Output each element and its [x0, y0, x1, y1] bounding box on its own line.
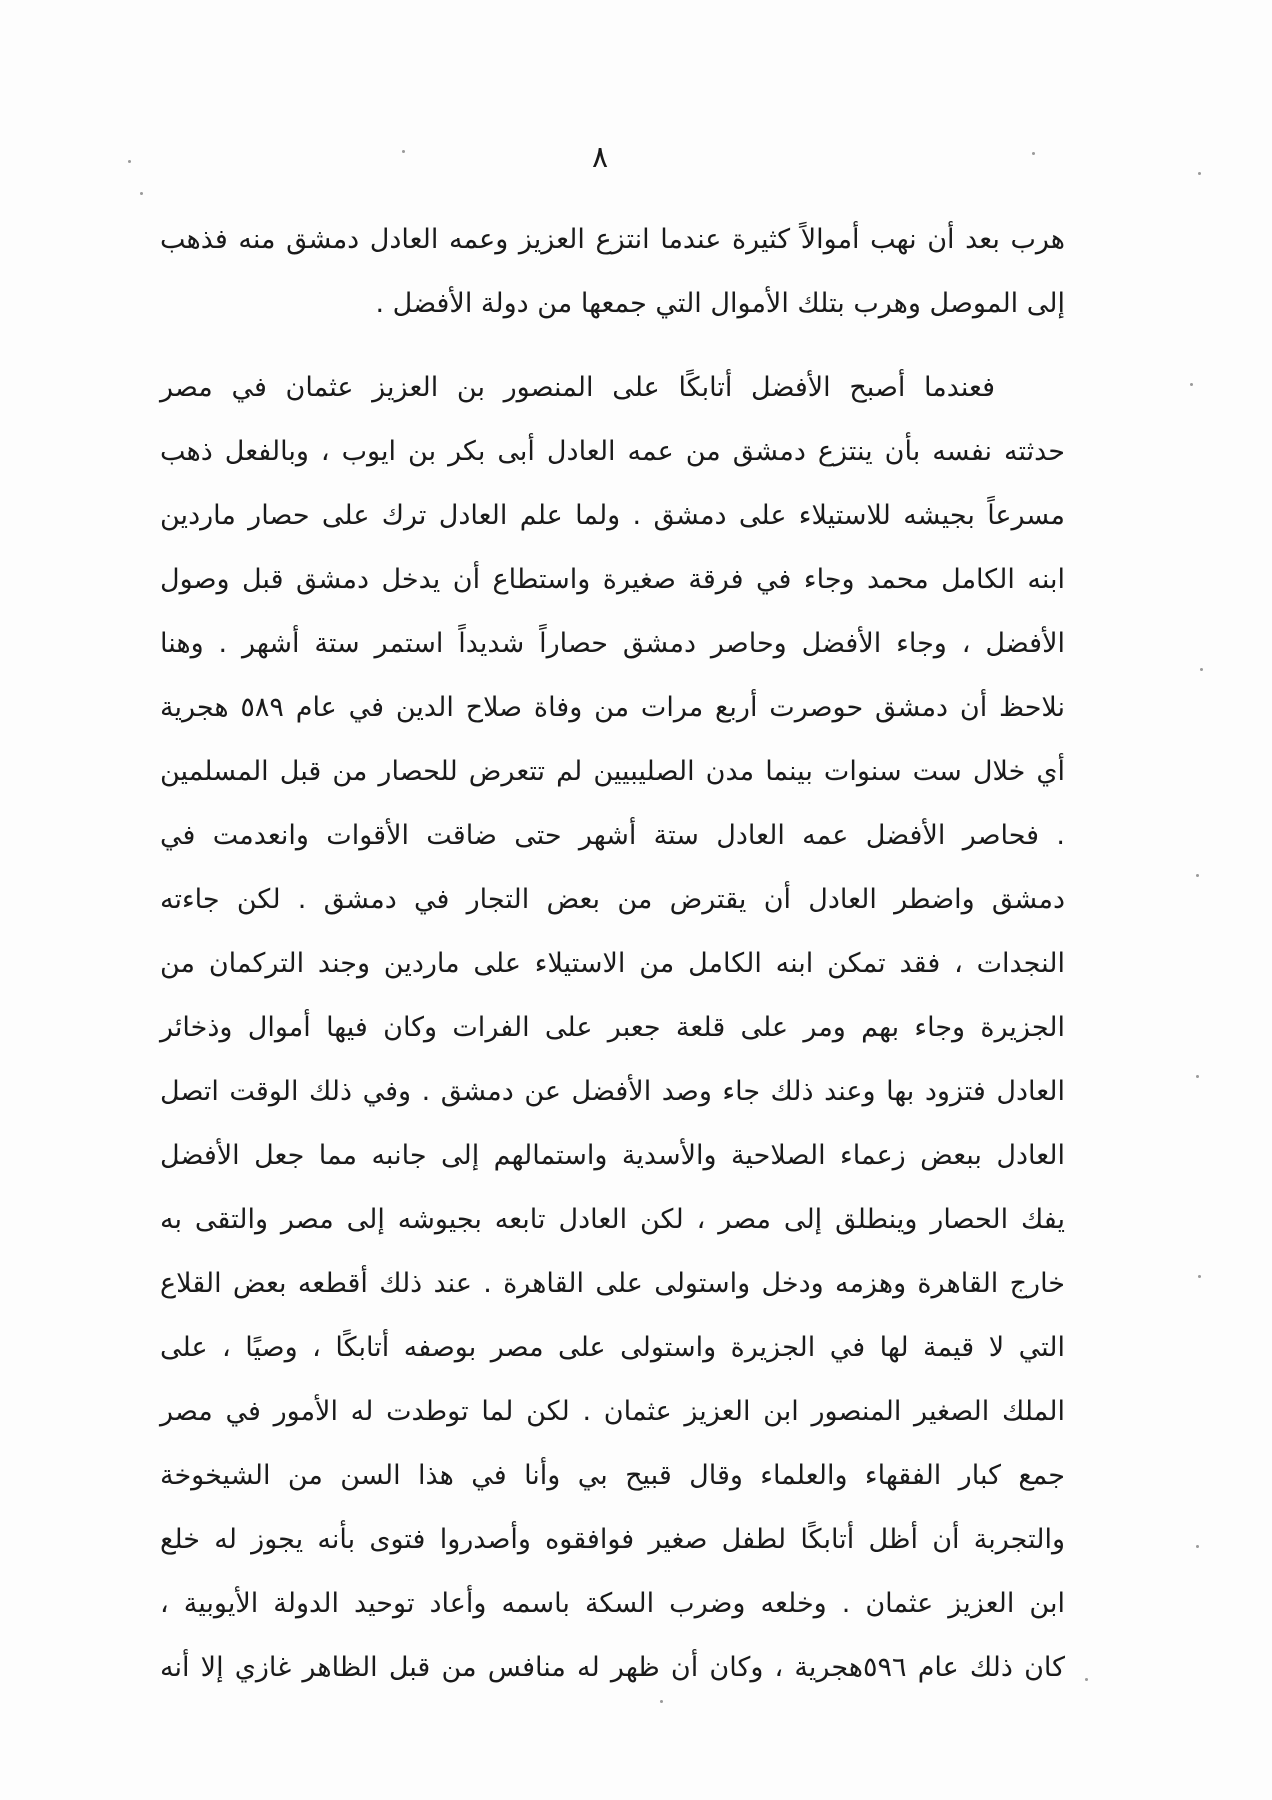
scan-speck	[140, 192, 143, 195]
text-line: حدثته نفسه بأن ينتزع دمشق من عمه العادل أبى بكر بن ايوب ، وبالفعل ذهب	[160, 436, 1065, 467]
scan-speck	[1196, 874, 1199, 877]
text-line: الجزيرة وجاء بهم ومر على قلعة جعبر على الفرات وكان فيها أموال وذخائر	[160, 1012, 1065, 1043]
scan-speck	[1198, 172, 1201, 175]
text-line: إلى الموصل وهرب بتلك الأموال التي جمعها من دولة الأفضل .	[375, 288, 1065, 319]
text-line: النجدات ، فقد تمكن ابنه الكامل من الاستيلاء على ماردين وجند التركمان من	[160, 948, 1065, 979]
text-line: الأفضل ، وجاء الأفضل وحاصر دمشق حصاراً شديداً استمر ستة أشهر . وهنا	[160, 628, 1065, 659]
text-line: خارج القاهرة وهزمه ودخل واستولى على القاهرة . عند ذلك أقطعه بعض القلاع	[160, 1268, 1065, 1299]
scan-speck	[1200, 668, 1203, 671]
text-line: الملك الصغير المنصور ابن العزيز عثمان . لكن لما توطدت له الأمور في مصر	[160, 1396, 1065, 1427]
paragraph-1	[160, 208, 1065, 336]
text-line: . فحاصر الأفضل عمه العادل ستة أشهر حتى ضاقت الأقوات وانعدمت في	[160, 820, 1065, 851]
text-line: يفك الحصار وينطلق إلى مصر ، لكن العادل تابعه بجيوشه إلى مصر والتقى به	[160, 1204, 1065, 1235]
text-line: دمشق واضطر العادل أن يقترض من بعض التجار في دمشق . لكن جاءته	[160, 884, 1065, 915]
text-line: والتجربة أن أظل أتابكًا لطفل صغير فوافقوه وأصدروا فتوى بأنه يجوز له خلع	[160, 1524, 1065, 1555]
scan-speck	[128, 160, 131, 163]
scan-speck	[660, 1700, 663, 1703]
text-line: هرب بعد أن نهب أموالاً كثيرة عندما انتزع العزيز وعمه العادل دمشق منه فذهب	[160, 224, 1065, 255]
paragraph-gap	[160, 336, 1065, 356]
text-line: التي لا قيمة لها في الجزيرة واستولى على مصر بوصفه أتابكًا ، وصيًا ، على	[160, 1332, 1065, 1363]
scan-speck	[1196, 1545, 1199, 1548]
scan-speck	[1196, 1075, 1199, 1078]
paragraph-2	[160, 356, 1065, 1700]
text-line: العادل ببعض زعماء الصلاحية والأسدية واستمالهم إلى جانبه مما جعل الأفضل	[160, 1140, 1065, 1171]
text-line: كان ذلك عام ٥٩٦هجرية ، وكان أن ظهر له منافس من قبل الظاهر غازي إلا أنه	[160, 1652, 1066, 1683]
body-text	[160, 208, 1065, 1700]
scan-speck	[1198, 1275, 1201, 1278]
scan-speck	[1190, 383, 1193, 386]
text-line: مسرعاً بجيشه للاستيلاء على دمشق . ولما علم العادل ترك على حصار ماردين	[160, 500, 1065, 531]
scan-speck	[402, 150, 405, 153]
text-line: العادل فتزود بها وعند ذلك جاء وصد الأفضل عن دمشق . وفي ذلك الوقت اتصل	[160, 1076, 1065, 1107]
text-line: أي خلال ست سنوات بينما مدن الصليبيين لم تتعرض للحصار من قبل المسلمين	[160, 756, 1065, 787]
text-line: ابنه الكامل محمد وجاء في فرقة صغيرة واستطاع أن يدخل دمشق قبل وصول	[160, 564, 1065, 595]
text-line: فعندما أصبح الأفضل أتابكًا على المنصور بن العزيز عثمان في مصر	[160, 372, 995, 403]
text-line: جمع كبار الفقهاء والعلماء وقال قبيح بي وأنا في هذا السن من الشيخوخة	[160, 1460, 1065, 1491]
text-line: ابن العزيز عثمان . وخلعه وضرب السكة باسمه وأعاد توحيد الدولة الأيوبية ،	[160, 1588, 1065, 1619]
page-number: ٨	[591, 140, 609, 175]
scan-speck	[1032, 152, 1035, 155]
text-line: نلاحظ أن دمشق حوصرت أربع مرات من وفاة صلاح الدين في عام ٥٨٩ هجرية	[160, 692, 1066, 723]
scan-speck	[1085, 1678, 1088, 1681]
